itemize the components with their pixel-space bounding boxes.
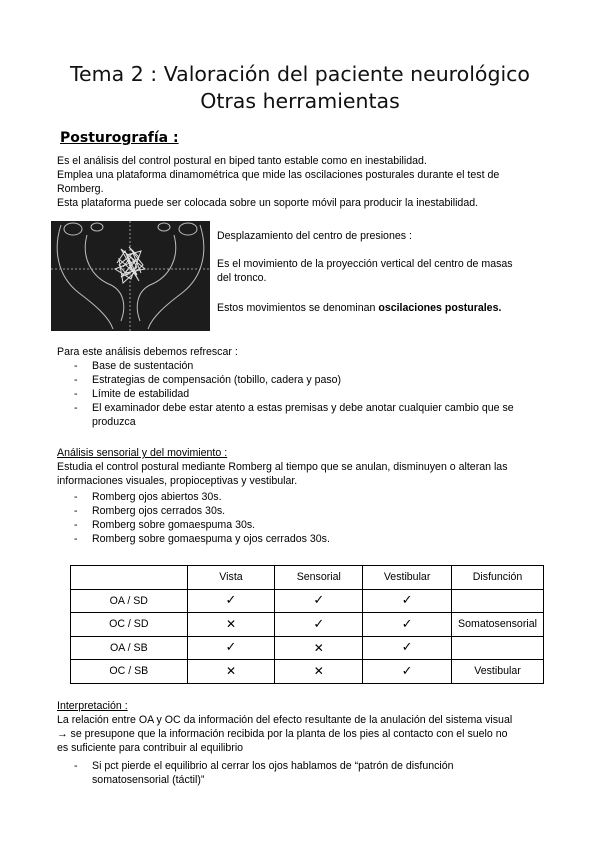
list-item: - Estrategias de compensación (tobillo, cadera y paso) <box>74 373 514 387</box>
list-item: - Romberg ojos abiertos 30s. <box>74 490 330 504</box>
cop-heading: Desplazamiento del centro de presiones : <box>217 230 412 242</box>
check-icon: ✓ <box>363 613 452 637</box>
cop-oscillation-note <box>217 301 501 315</box>
table-header-cell: Sensorial <box>275 566 363 590</box>
table-cell: Somatosensorial <box>452 613 544 637</box>
list-item: - El examinador debe estar atento a estas premisas y debe anotar cualquier cambio que se <box>74 401 514 415</box>
table-header-row <box>71 566 544 590</box>
check-icon: ✓ <box>187 636 275 660</box>
page-title: Tema 2 : Valoración del paciente neurológico <box>70 62 530 86</box>
intro-line-4: Esta plataforma puede ser colocada sobre un soporte móvil para producir la inestabilidad. <box>57 197 479 209</box>
table-cell: OA / SB <box>71 636 188 660</box>
interpretation-line-2: → se presupone que la información recibida por la planta de los pies al contacto con el suelo no <box>57 728 508 740</box>
table-row <box>71 613 544 637</box>
list-item: - Romberg sobre gomaespuma y ojos cerrados 30s. <box>74 532 330 546</box>
interpretation-item-continuation: somatosensorial (táctil)” <box>92 774 205 786</box>
check-icon: ✓ <box>187 589 275 613</box>
cop-oscillation-prefix: Estos movimientos se denominan <box>217 302 379 314</box>
cross-icon: ✕ <box>187 660 275 684</box>
cross-icon: ✕ <box>275 636 363 660</box>
section-heading-posturografia: Posturografía : <box>60 130 179 146</box>
cop-definition-line-2: del tronco. <box>217 272 267 284</box>
table-cell: Vestibular <box>452 660 544 684</box>
table-cell: OC / SD <box>71 613 188 637</box>
cross-icon: ✕ <box>275 660 363 684</box>
check-icon: ✓ <box>363 636 452 660</box>
intro-line-1: Es el análisis del control postural en biped tanto estable como en inestabilidad. <box>57 155 427 167</box>
check-icon: ✓ <box>275 589 363 613</box>
sensory-heading: Análisis sensorial y del movimiento : <box>57 447 228 459</box>
refresh-item-continuation: produzca <box>92 416 136 428</box>
interpretation-line-1: La relación entre OA y OC da información del efecto resultante de la anulación del sistema visual <box>57 714 513 726</box>
cop-definition-line-1: Es el movimiento de la proyección vertical del centro de masas <box>217 258 513 270</box>
interpretation-heading: Interpretación : <box>57 700 128 712</box>
list-item: - Romberg sobre gomaespuma 30s. <box>74 518 330 532</box>
refresh-list <box>74 359 514 415</box>
table-cell: OA / SD <box>71 589 188 613</box>
table-cell <box>452 636 544 660</box>
interpretation-list <box>74 759 454 773</box>
sensory-text-line-2: informaciones visuales, propioceptivas y vestibular. <box>57 475 298 487</box>
list-item: - Romberg ojos cerrados 30s. <box>74 504 330 518</box>
table-row <box>71 660 544 684</box>
table-header-cell: Disfunción <box>452 566 544 590</box>
check-icon: ✓ <box>275 613 363 637</box>
sensory-text-line-1: Estudia el control postural mediante Romberg al tiempo que se anulan, disminuyen o alteran las <box>57 461 508 473</box>
table-row <box>71 636 544 660</box>
list-item: - Si pct pierde el equilibrio al cerrar los ojos hablamos de “patrón de disfunción <box>74 759 454 773</box>
sensory-analysis-table <box>70 565 544 684</box>
check-icon: ✓ <box>363 589 452 613</box>
list-item: - Base de sustentación <box>74 359 514 373</box>
posturography-stabilogram-image <box>51 221 210 331</box>
list-item: - Límite de estabilidad <box>74 387 514 401</box>
interpretation-line-3: es suficiente para contribuir al equilibrio <box>57 742 244 754</box>
table-header-cell: Vista <box>187 566 275 590</box>
table-row <box>71 589 544 613</box>
intro-line-3: Romberg. <box>57 183 104 195</box>
table-cell: OC / SB <box>71 660 188 684</box>
check-icon: ✓ <box>363 660 452 684</box>
table-header-cell <box>71 566 188 590</box>
table-header-cell: Vestibular <box>363 566 452 590</box>
refresh-intro: Para este análisis debemos refrescar : <box>57 346 238 358</box>
cross-icon: ✕ <box>187 613 275 637</box>
romberg-list <box>74 490 330 546</box>
intro-line-2: Emplea una plataforma dinamométrica que mide las oscilaciones posturales durante el test de <box>57 169 500 181</box>
cop-oscillation-bold: oscilaciones posturales. <box>378 302 502 314</box>
table-cell <box>452 589 544 613</box>
page-subtitle: Otras herramientas <box>200 89 400 113</box>
